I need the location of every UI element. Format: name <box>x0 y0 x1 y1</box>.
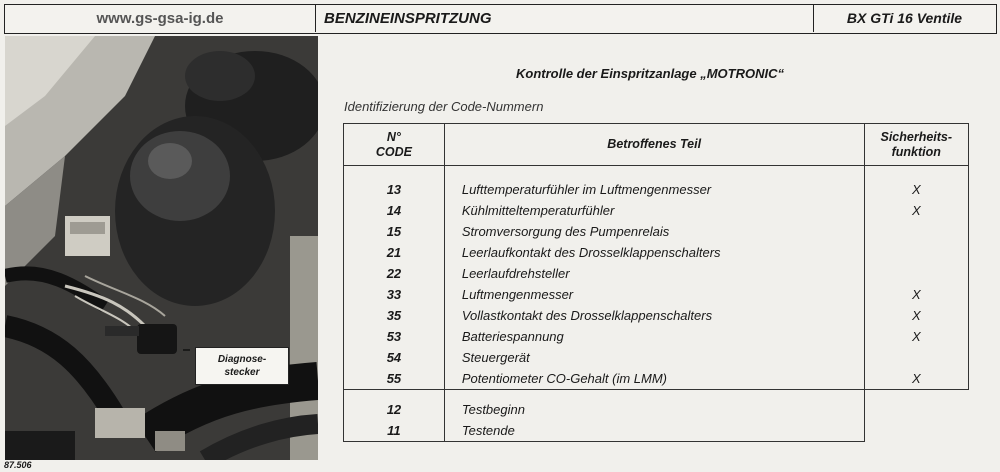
row-part: Steuergerät <box>444 347 864 368</box>
row-safety: X <box>864 305 968 326</box>
row-part: Kühlmitteltemperaturfühler <box>444 200 864 221</box>
row-part: Potentiometer CO-Gehalt (im LMM) <box>444 368 864 390</box>
table-row <box>344 305 969 326</box>
photo-number: 87.506 <box>4 460 32 470</box>
test-row <box>344 420 969 442</box>
table-row <box>344 179 969 200</box>
table-row <box>344 221 969 242</box>
row-safety: X <box>864 200 968 221</box>
engine-photo <box>5 36 318 460</box>
header-code <box>344 124 445 166</box>
section-title: BENZINEINSPRITZUNG <box>315 5 813 32</box>
row-code: 33 <box>344 284 445 305</box>
header-safety <box>864 124 968 166</box>
table-row <box>344 242 969 263</box>
row-part: Leerlaufkontakt des Drosselklappenschalters <box>444 242 864 263</box>
test-part: Testbeginn <box>444 399 864 420</box>
table-spacer <box>344 166 969 180</box>
row-safety <box>864 221 968 242</box>
website-label: www.gs-gsa-ig.de <box>96 10 224 27</box>
code-table <box>343 123 969 442</box>
row-code: 15 <box>344 221 445 242</box>
table-row <box>344 347 969 368</box>
row-code: 53 <box>344 326 445 347</box>
table-row <box>344 326 969 347</box>
main-title: Kontrolle der Einspritzanlage „MOTRONIC“ <box>516 66 784 81</box>
test-code: 12 <box>344 399 445 420</box>
row-part: Vollastkontakt des Drosselklappenschalters <box>444 305 864 326</box>
row-part: Batteriespannung <box>444 326 864 347</box>
row-code: 55 <box>344 368 445 390</box>
row-part: Luftmengenmesser <box>444 284 864 305</box>
row-safety <box>864 263 968 284</box>
row-code: 13 <box>344 179 445 200</box>
row-safety: X <box>864 326 968 347</box>
row-part: Stromversorgung des Pumpenrelais <box>444 221 864 242</box>
callout-line-1: Diagnose- <box>217 354 267 365</box>
model-label: BX GTi 16 Ventile <box>813 5 995 32</box>
header-code-line-1: N° <box>386 129 401 144</box>
table-spacer <box>344 390 969 400</box>
row-safety: X <box>864 368 968 390</box>
test-part: Testende <box>444 420 864 442</box>
test-code: 11 <box>344 420 445 442</box>
row-code: 22 <box>344 263 445 284</box>
callout-line-2: stecker <box>224 367 260 378</box>
row-code: 14 <box>344 200 445 221</box>
row-safety <box>864 347 968 368</box>
diagnose-callout <box>195 347 289 385</box>
header-part: Betroffenes Teil <box>444 124 864 166</box>
row-part: Lufttemperaturfühler im Luftmengenmesser <box>444 179 864 200</box>
row-part: Leerlaufdrehsteller <box>444 263 864 284</box>
engine-photo-image <box>5 36 318 460</box>
page-header <box>4 4 997 34</box>
row-code: 21 <box>344 242 445 263</box>
table-row <box>344 200 969 221</box>
row-code: 54 <box>344 347 445 368</box>
table-row <box>344 284 969 305</box>
subtitle: Identifizierung der Code-Nummern <box>344 99 544 114</box>
table-row <box>344 263 969 284</box>
row-code: 35 <box>344 305 445 326</box>
row-safety: X <box>864 284 968 305</box>
row-safety: X <box>864 179 968 200</box>
row-safety <box>864 242 968 263</box>
table-row <box>344 368 969 390</box>
test-row <box>344 399 969 420</box>
header-safety-line-1: Sicherheits- <box>880 129 953 144</box>
table-header <box>344 124 969 166</box>
header-safety-line-2: funktion <box>891 144 941 159</box>
header-code-line-2: CODE <box>375 144 412 159</box>
